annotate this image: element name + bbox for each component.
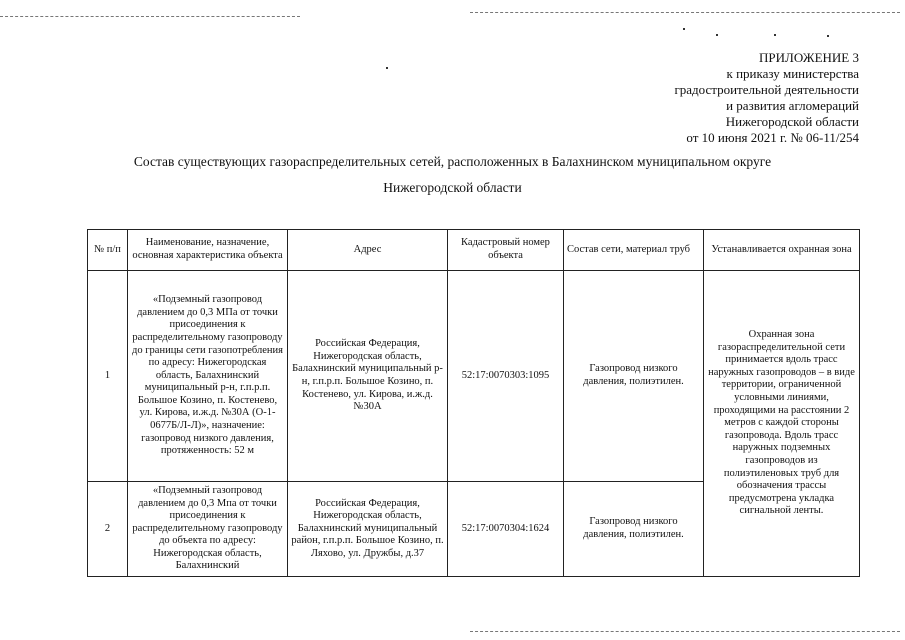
header-address: Адрес [288,230,448,271]
object-address: Российская Федерация, Нижегородская область, Балахнинский муниципальный район, г.п.р.п. Большое Козино, п. Ляхово, ул. Дружбы, д.37 [288,482,448,577]
document-title-continuation: Нижегородской области [383,180,522,195]
scan-artifact-bottom [470,631,900,632]
gas-network-table [87,229,860,577]
table-row [88,271,860,482]
header-name: Наименование, назначение, основная характеристика объекта [128,230,288,271]
appendix-line: Нижегородской области [725,114,859,129]
scan-artifact-top-left [0,16,300,17]
scan-dot [827,35,829,37]
header-number: № п/п [88,230,128,271]
cadastral-number: 52:17:0070303:1095 [448,271,564,482]
scan-dot [386,67,388,69]
table-header-row [88,230,860,271]
appendix-line: и развития агломераций [726,98,859,113]
row-number: 2 [88,482,128,577]
appendix-block [674,50,859,146]
scan-dot [716,34,718,36]
scan-artifact-top-right [470,12,900,13]
header-network: Состав сети, материал труб [564,230,704,271]
appendix-line: градостроительной деятельности [674,82,859,97]
header-protection-zone: Устанавливается охранная зона [704,230,860,271]
document-title: Состав существующих газораспределительных сетей, расположенных в Балахнинском муниципальном округе [133,154,772,169]
object-address: Российская Федерация, Нижегородская область, Балахнинский муниципальный р-н, г.п.р.п. Большое Козино, п. Костенево, ул. Кирова, и.ж.д. №30А [288,271,448,482]
object-description: «Подземный газопровод давлением до 0,3 Мпа от точки присоединения к распределительному газопроводу до объекта по адресу: Нижегородская область, Балахнинский [128,482,288,577]
header-cadastral: Кадастровый номер объекта [448,230,564,271]
appendix-heading: ПРИЛОЖЕНИЕ 3 [759,50,859,65]
appendix-date-line: от 10 июня 2021 г. № 06-11/254 [686,130,859,145]
scan-dot [683,28,685,30]
object-description: «Подземный газопровод давлением до 0,3 МПа от точки присоединения к распределительному газопроводу до границы сети газопотребления по адресу: Нижегородская область, Балахнинский муниципальный р-н, г.п.р.п. Большое Козино, п. Костенево, ул. Кирова, и.ж.д. №30А (О-1-0677Б/Л-Л)», назначение: газопровод низкого давления, протяженность: 52 м [128,271,288,482]
cadastral-number: 52:17:0070304:1624 [448,482,564,577]
row-number: 1 [88,271,128,482]
appendix-line: к приказу министерства [726,66,859,81]
protection-zone-cell: Охранная зона газораспределительной сети принимается вдоль трасс наружных газопроводов – в виде территории, ограниченной условными линиями, проходящими на расстоянии 2 метров с каждой стороны газопровода. Вдоль трасс наружных подземных газопроводов из полиэтиленовых труб для обозначения трассы предусмотрена укладка сигнальной ленты. [704,271,860,577]
scan-dot [774,34,776,36]
network-composition: Газопровод низкого давления, полиэтилен. [564,482,704,577]
network-composition: Газопровод низкого давления, полиэтилен. [564,271,704,482]
